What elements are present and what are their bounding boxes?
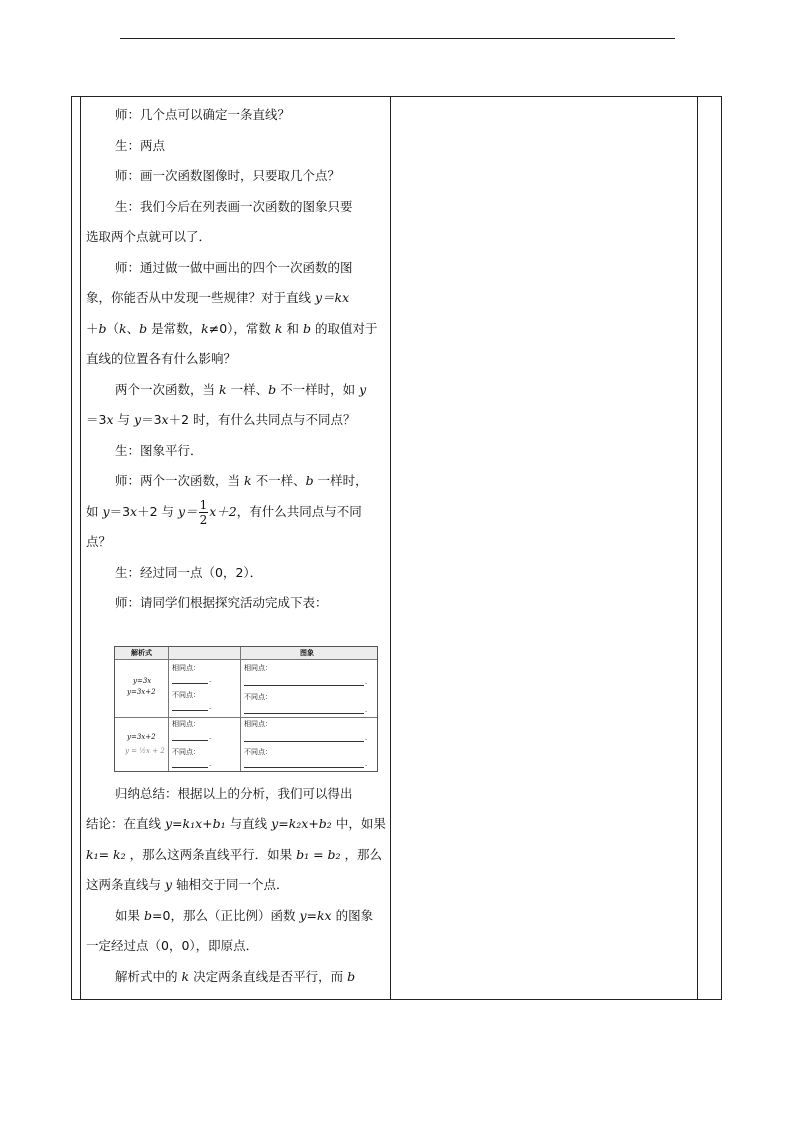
row2-graph-diff-blank bbox=[244, 767, 364, 768]
col-divider-1 bbox=[168, 647, 169, 771]
table-border-left-inner bbox=[80, 97, 81, 999]
row2-graph-same-label: 相同点： bbox=[244, 720, 272, 728]
row1-eq-2: y=3x+2 bbox=[127, 688, 156, 696]
lesson-content bbox=[86, 100, 386, 992]
line-8: ＋b（k、b 是常数，k≠0），常数 k 和 b 的取值对于 bbox=[86, 320, 378, 336]
row1-graph-same-label: 相同点： bbox=[244, 664, 272, 672]
row1-graph-diff-blank bbox=[244, 713, 364, 714]
line-24: 解析式中的 k 决定两条直线是否平行，而 b bbox=[115, 968, 356, 984]
table-column-divider bbox=[390, 97, 391, 999]
line-12: 生：图象平行． bbox=[115, 442, 203, 458]
header-expression: 解析式 bbox=[131, 649, 152, 657]
row2-graph-same-dot: . bbox=[365, 734, 368, 742]
line-22: 如果 b=0，那么（正比例）函数 y=kx 的图象 bbox=[115, 907, 374, 923]
line-19: 结论：在直线 y=k₁x+b₁ 与直线 y=k₂x+b₂ 中，如果 bbox=[86, 816, 386, 831]
line-20: k₁= k₂ ，那么这两条直线平行．如果 b₁ = b₂ ，那么 bbox=[86, 846, 383, 862]
row1-same-label: 相同点： bbox=[172, 664, 200, 672]
row2-diff-blank bbox=[172, 767, 208, 768]
row2-graph-diff-label: 不同点： bbox=[244, 748, 272, 756]
line-11: ＝3x 与 y＝3x＋2 时，有什么共同点与不同点？ bbox=[86, 412, 356, 427]
row2-diff-label: 不同点： bbox=[172, 748, 200, 756]
row1-graph-diff-label: 不同点： bbox=[244, 693, 272, 701]
row1-graph-diff-dot: . bbox=[365, 706, 368, 714]
line-6: 师：通过做一做中画出的四个一次函数的图 bbox=[115, 259, 353, 275]
line-7: 象，你能否从中发现一些规律？对于直线 y＝kx bbox=[86, 290, 350, 305]
line-17: 师：请同学们根据探究活动完成下表： bbox=[115, 595, 328, 610]
line-14: 如 y＝3x＋2 与 y＝ $\frac{1}{2}$ x＋2，有什么共同点与不同 bbox=[86, 497, 362, 527]
row2-same-blank bbox=[172, 740, 208, 741]
row1-same-blank bbox=[172, 683, 208, 684]
row2-eq-2: y = ½x + 2 bbox=[125, 747, 165, 755]
line-15: 点？ bbox=[86, 534, 112, 549]
row1-graph-same-dot: . bbox=[365, 678, 368, 686]
row2-eq-1: y=3x+2 bbox=[127, 733, 156, 741]
line-1: 师：几个点可以确定一条直线？ bbox=[115, 107, 291, 122]
line-16: 生：经过同一点（0，2）． bbox=[115, 564, 263, 580]
line-10: 两个一次函数，当 k 一样、b 不一样时，如 y bbox=[115, 381, 367, 397]
row1-diff-dot: . bbox=[209, 703, 212, 711]
header-rule bbox=[120, 38, 675, 39]
line-23: 一定经过点（0，0），即原点． bbox=[86, 938, 259, 953]
col-divider-2 bbox=[240, 647, 241, 771]
line-4: 生：我们今后在列表画一次函数的图象只要 bbox=[115, 198, 353, 214]
exploration-table bbox=[114, 646, 378, 772]
row2-same-dot: . bbox=[209, 733, 212, 741]
header-graph: 图象 bbox=[300, 649, 314, 657]
table-border-right-inner bbox=[697, 97, 698, 999]
fraction-one-half: $\frac{1}{2}$ bbox=[199, 497, 208, 527]
line-5: 选取两个点就可以了． bbox=[86, 229, 212, 244]
line-3: 师：画一次函数图像时，只要取几个点？ bbox=[115, 168, 341, 183]
row1-eq-1: y=3x bbox=[133, 677, 152, 685]
exploration-table-header bbox=[115, 647, 377, 660]
row2-diff-dot: . bbox=[209, 760, 212, 768]
row2-graph-diff-dot: . bbox=[365, 760, 368, 768]
row2-same-label: 相同点： bbox=[172, 720, 200, 728]
row1-diff-label: 不同点： bbox=[172, 691, 200, 699]
line-13: 师：两个一次函数，当 k 不一样、b 一样时， bbox=[115, 473, 368, 488]
row1-graph-same-blank bbox=[244, 685, 364, 686]
line-9: 直线的位置各有什么影响？ bbox=[86, 351, 237, 366]
row-divider bbox=[115, 717, 377, 718]
line-2: 生：两点 bbox=[115, 137, 166, 153]
row1-diff-blank bbox=[172, 710, 208, 711]
row2-graph-same-blank bbox=[244, 741, 364, 742]
line-18: 归纳总结：根据以上的分析，我们可以得出 bbox=[115, 785, 353, 801]
row1-same-dot: . bbox=[209, 676, 212, 684]
line-21: 这两条直线与 y 轴相交于同一个点． bbox=[86, 877, 289, 892]
